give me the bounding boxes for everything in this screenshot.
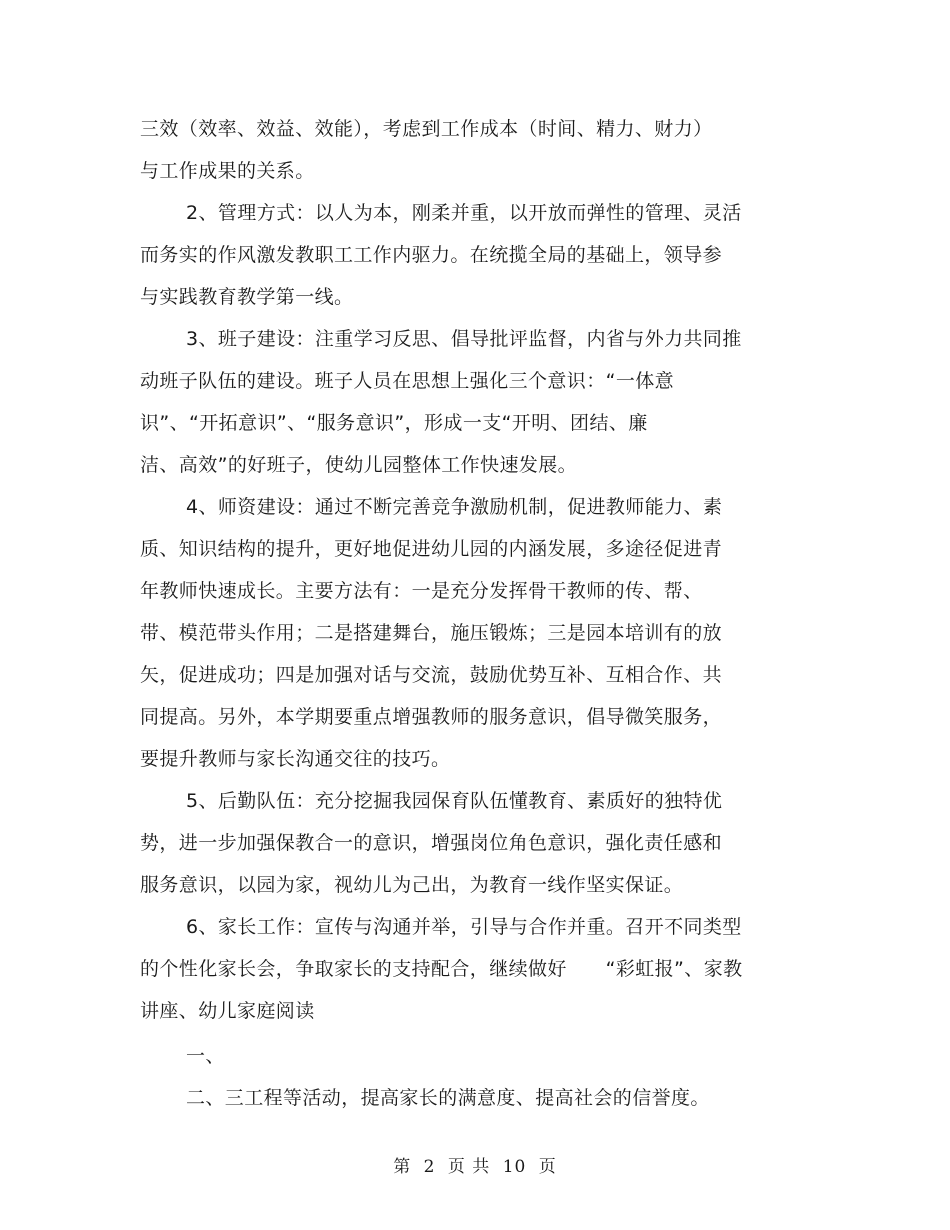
paragraph-4-start: 4、师资建设：通过不断完善竞争激励机制，促进教师能力、素 (186, 496, 723, 518)
text-line: 质、知识结构的提升，更好地促进幼儿园的内涵发展，多途径促进青 (140, 538, 723, 560)
footer-prefix: 第 (393, 1157, 412, 1177)
text-line: 识”、“开拓意识”、“服务意识”，形成一支“开明、团结、廉 (140, 412, 648, 434)
text-line: 矢，促进成功；四是加强对话与交流，鼓励优势互补、互相合作、共 (140, 664, 723, 686)
page-footer (0, 1152, 950, 1177)
text-line: 的个性化家长会，争取家长的支持配合，继续做好 “彩虹报”、家教 (140, 958, 743, 980)
text-line: 动班子队伍的建设。班子人员在思想上强化三个意识：“一体意 (140, 370, 675, 392)
text-line: 二、三工程等活动，提高家长的满意度、提高社会的信誉度。 (186, 1087, 710, 1109)
text-line: 一、 (186, 1045, 225, 1067)
text-line: 带、模范带头作用；二是搭建舞台，施压锻炼；三是园本培训有的放 (140, 622, 723, 644)
text-line: 讲座、幼儿家庭阅读 (140, 1000, 315, 1022)
footer-suffix: 页 (538, 1157, 557, 1177)
text-line: 而务实的作风激发教职工工作内驱力。在统揽全局的基础上，领导参 (140, 244, 723, 266)
text-line: 服务意识，以园为家，视幼儿为己出，为教育一线作坚实保证。 (140, 874, 684, 896)
text-line: 洁、高效”的好班子，使幼儿园整体工作快速发展。 (140, 454, 578, 476)
total-pages-number: 10 (502, 1157, 527, 1177)
current-page-number: 2 (423, 1157, 436, 1177)
paragraph-3-start: 3、班子建设：注重学习反思、倡导批评监督，内省与外力共同推 (186, 328, 742, 350)
footer-mid: 页 共 (447, 1157, 491, 1177)
text-line: 势，进一步加强保教合一的意识，增强岗位角色意识，强化责任感和 (140, 832, 723, 854)
text-line: 同提高。另外，本学期要重点增强教师的服务意识，倡导微笑服务， (140, 706, 723, 728)
paragraph-2-start: 2、管理方式：以人为本，刚柔并重，以开放而弹性的管理、灵活 (186, 202, 742, 224)
text-line: 与工作成果的关系。 (140, 160, 315, 182)
text-line: 三效（效率、效益、效能），考虑到工作成本（时间、精力、财力） (140, 118, 713, 140)
text-line: 年教师快速成长。主要方法有：一是充分发挥骨干教师的传、帮、 (140, 580, 703, 602)
text-line: 与实践教育教学第一线。 (140, 286, 354, 308)
text-line: 要提升教师与家长沟通交往的技巧。 (140, 748, 451, 770)
paragraph-5-start: 5、后勤队伍：充分挖掘我园保育队伍懂教育、素质好的独特优 (186, 790, 723, 812)
paragraph-6-start: 6、家长工作：宣传与沟通并举，引导与合作并重。召开不同类型 (186, 916, 742, 938)
